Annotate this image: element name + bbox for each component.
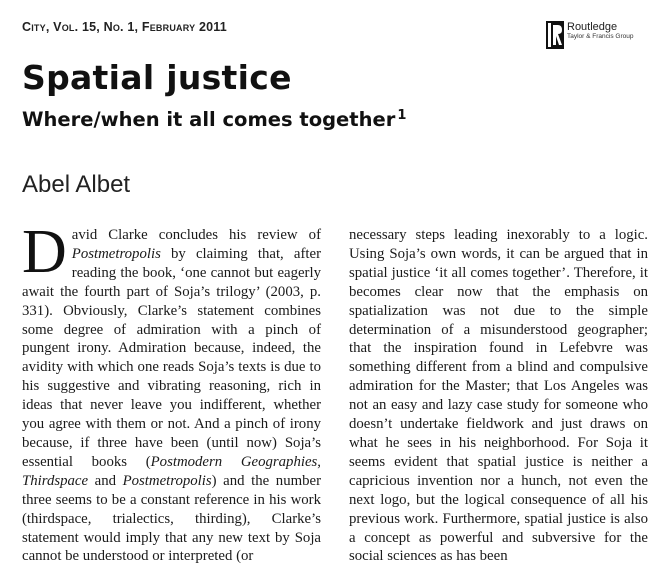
article-subtitle xyxy=(22,108,406,131)
body-paragraph-right xyxy=(349,226,648,566)
article-subtitle-text: Where/when it all comes together xyxy=(22,108,396,131)
body-paragraph-left xyxy=(22,218,321,566)
publisher-group: Taylor & Francis Group xyxy=(567,33,634,40)
text-run: , xyxy=(317,453,321,470)
publisher-name: Routledge xyxy=(567,21,618,33)
text-run: and xyxy=(88,472,123,489)
text-run: ) and the number three seems to be a constant reference in his work (thirdspace, trialectics, thirding), Clarke’s statement would imply that any new text by Soja cannot be understood or interpreted (or xyxy=(22,472,321,565)
italic-title-text: Postmodern Geographies xyxy=(150,453,318,470)
left-text xyxy=(22,218,321,565)
publisher-logo-block xyxy=(546,21,633,49)
italic-title-text: Thirdspace xyxy=(22,472,89,489)
routledge-r-logo-icon xyxy=(546,21,564,49)
publisher-text xyxy=(567,21,633,41)
drop-cap: D xyxy=(22,218,67,286)
body-column-left xyxy=(22,218,321,566)
text-run: avid Clarke concludes his review of xyxy=(71,227,321,243)
body-column-right xyxy=(349,226,648,566)
footnote-marker[interactable]: 1 xyxy=(397,108,407,123)
article-title: Spatial justice xyxy=(22,58,292,97)
italic-title-text: Postmetropolis xyxy=(122,472,212,489)
author-name: Abel Albet xyxy=(22,171,131,198)
text-run: by claiming that, after reading the book, ‘one cannot but eagerly await the fourth part of Soja’s trilogy’ (2003, p. 331). Obviously, Clarke’s statement combines some degree of admiration with a pinch of pungent irony. Admiration because, indeed, the avidity with which one reads Soja’s texts is due to his suggestive and vibrating reasoning, rich in ideas that never leave you indifferent, whether you agree with them or not. And a pinch of irony because, if three have been (until now) Soja’s essential books ( xyxy=(22,245,321,470)
journal-citation: City, Vol. 15, No. 1, February 2011 xyxy=(22,20,227,34)
italic-title-text: Postmetropolis xyxy=(71,245,161,262)
right-text xyxy=(349,227,648,564)
text-run: necessary steps leading inexorably to a logic. Using Soja’s own words, it can be argued that in spatial justice ‘it all comes together’. Therefore, it becomes clear now that the emphasis on spatialization was not due to the simple determination of a misunderstood geographer; that the inspiration found in Lefebvre was something different from a blind and compulsive admiration for the Master; that Los Angeles was not an easy and lazy case study for someone who doesn’t undertake fieldwork and just draws on what he sees in his neighborhood. For Soja it seems evident that spatial justice is neither a capricious invention nor a hunch, not even the next logo, but the logical consequence of all his previous work. Furthermore, spatial justice is also a concept as powerful and subversive for the social sciences as has been xyxy=(349,227,648,565)
